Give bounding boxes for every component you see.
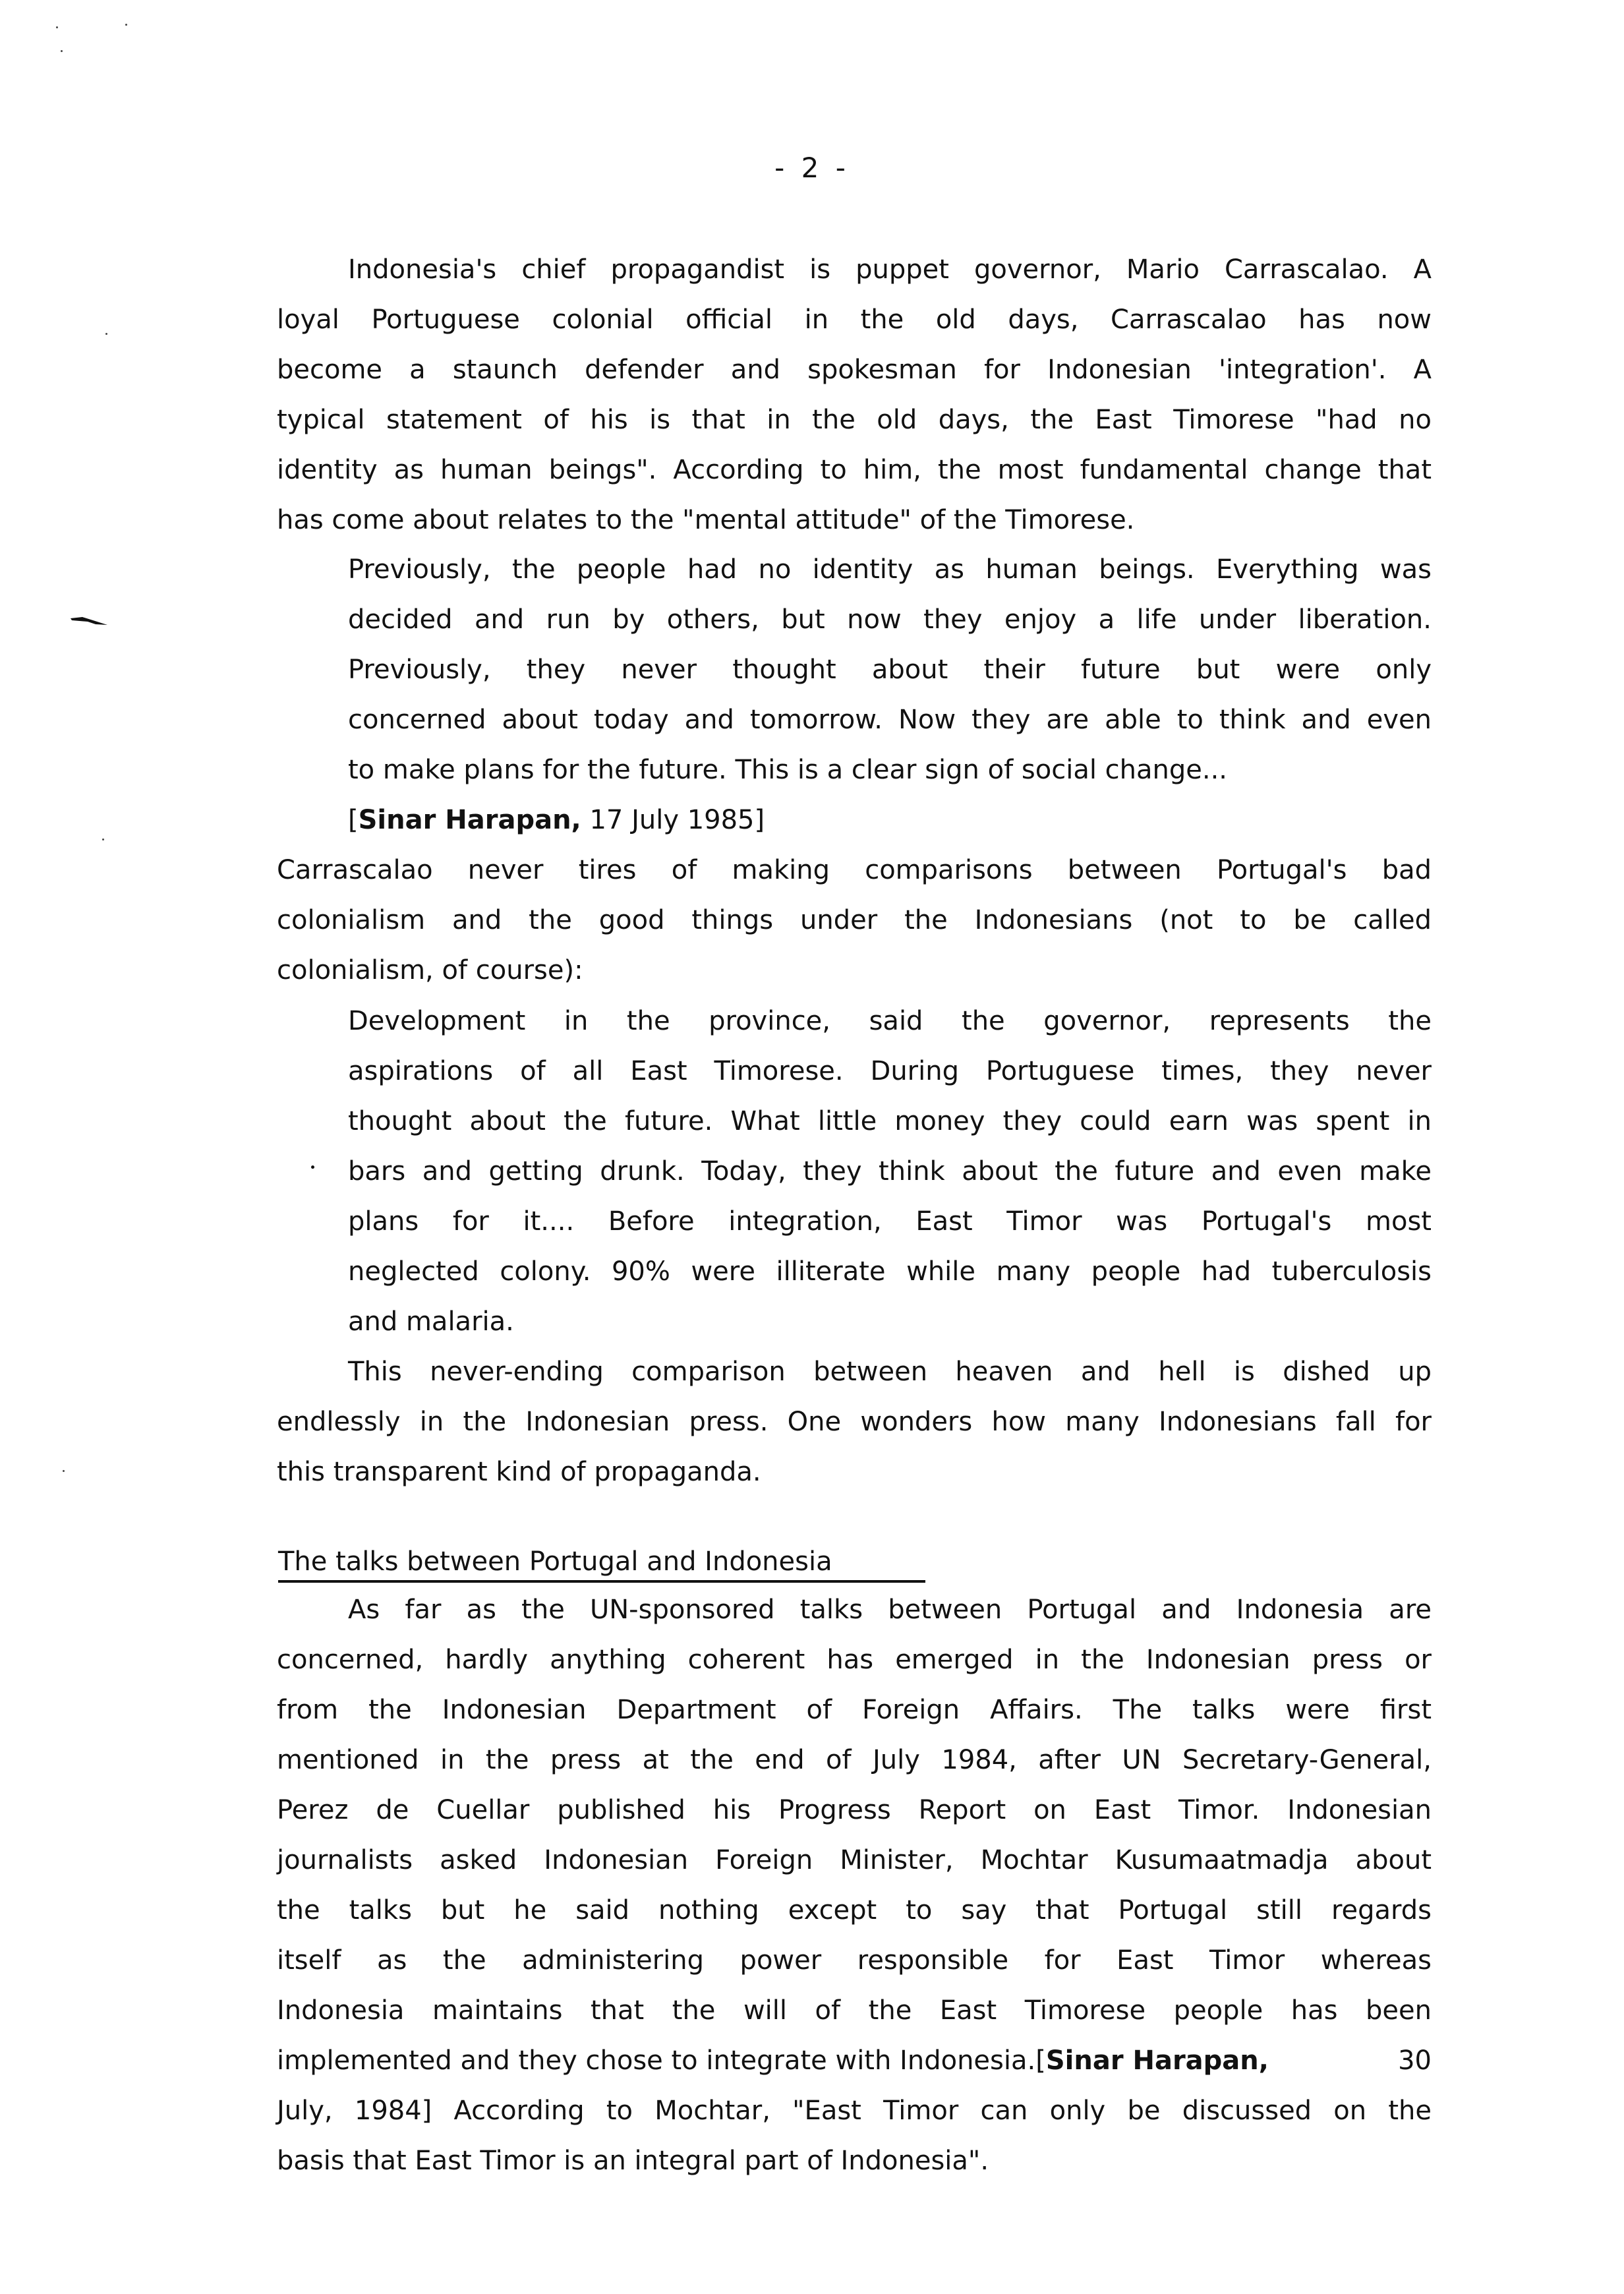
- text-line: Indonesia maintains that the will of the East Timorese people has been: [277, 1995, 1432, 2026]
- bullet-dot: [311, 1165, 314, 1169]
- text-line: itself as the administering power responsible for East Timor whereas: [277, 1945, 1432, 1976]
- margin-arrow-icon: [69, 616, 109, 626]
- quote-line: Previously, the people had no identity as human beings. Everything was: [348, 554, 1432, 585]
- text-pre: implemented and they chose to integrate with Indonesia.[: [277, 2045, 1046, 2076]
- source-name: Sinar Harapan,: [1045, 2045, 1269, 2076]
- text-line: identity as human beings". According to him, the most fundamental change that: [277, 455, 1432, 485]
- text-line-citation: [277, 2045, 1432, 2076]
- margin-speck: [56, 26, 58, 28]
- text-line: the talks but he said nothing except to say that Portugal still regards: [277, 1895, 1432, 1926]
- text-line: basis that East Timor is an integral part of Indonesia".: [277, 2146, 989, 2176]
- text-line: loyal Portuguese colonial official in the old days, Carrascalao has now: [277, 305, 1432, 335]
- text-line: July, 1984] According to Mochtar, "East Timor can only be discussed on the: [277, 2096, 1432, 2126]
- text-line: typical statement of his is that in the old days, the East Timorese "had no: [277, 405, 1432, 435]
- text-post: 30: [1398, 2045, 1432, 2076]
- text-line: colonialism and the good things under the Indonesians (not to be called: [277, 905, 1432, 935]
- section-heading: The talks between Portugal and Indonesia: [278, 1546, 925, 1583]
- text-fragment: [277, 2045, 1269, 2076]
- quote-line: neglected colony. 90% were illiterate while many people had tuberculosis: [348, 1256, 1432, 1287]
- text-line: from the Indonesian Department of Foreign Affairs. The talks were first: [277, 1695, 1432, 1725]
- quote-line: to make plans for the future. This is a clear sign of social change...: [348, 755, 1228, 785]
- source-date: 17 July 1985]: [581, 805, 765, 835]
- text-line: colonialism, of course):: [277, 955, 583, 985]
- text-line: mentioned in the press at the end of July 1984, after UN Secretary-General,: [277, 1745, 1432, 1775]
- text-line: Indonesia's chief propagandist is puppet governor, Mario Carrascalao. A: [348, 254, 1432, 285]
- bracket-open: [: [348, 805, 359, 835]
- page-number: - 2 -: [774, 152, 850, 184]
- margin-speck: [63, 1470, 65, 1472]
- quote-line: thought about the future. What little money they could earn was spent in: [348, 1106, 1432, 1136]
- text-line: endlessly in the Indonesian press. One wonders how many Indonesians fall for: [277, 1407, 1432, 1437]
- quote-line: bars and getting drunk. Today, they think about the future and even make: [348, 1156, 1432, 1187]
- text-line: Carrascalao never tires of making comparisons between Portugal's bad: [277, 855, 1432, 885]
- quote-line: concerned about today and tomorrow. Now they are able to think and even: [348, 705, 1432, 735]
- margin-speck: [125, 24, 127, 26]
- text-line: This never-ending comparison between heaven and hell is dished up: [348, 1357, 1432, 1387]
- margin-speck: [105, 333, 107, 335]
- text-line: become a staunch defender and spokesman for Indonesian 'integration'. A: [277, 355, 1432, 385]
- source-name: Sinar Harapan,: [358, 805, 581, 835]
- quote-source: [348, 804, 1432, 836]
- text-line: journalists asked Indonesian Foreign Minister, Mochtar Kusumaatmadja about: [277, 1845, 1432, 1875]
- quote-line: plans for it.... Before integration, East Timor was Portugal's most: [348, 1206, 1432, 1237]
- text-line: As far as the UN-sponsored talks between Portugal and Indonesia are: [348, 1595, 1432, 1625]
- text-line: has come about relates to the "mental attitude" of the Timorese.: [277, 505, 1135, 535]
- margin-speck: [102, 838, 104, 840]
- quote-line: and malaria.: [348, 1307, 514, 1337]
- quote-line: decided and run by others, but now they enjoy a life under liberation.: [348, 604, 1432, 635]
- quote-line: Development in the province, said the governor, represents the: [348, 1006, 1432, 1036]
- text-line: Perez de Cuellar published his Progress Report on East Timor. Indonesian: [277, 1795, 1432, 1825]
- quote-line: aspirations of all East Timorese. During Portuguese times, they never: [348, 1056, 1432, 1086]
- text-line: concerned, hardly anything coherent has emerged in the Indonesian press or: [277, 1645, 1432, 1675]
- margin-speck: [61, 50, 63, 52]
- text-line: this transparent kind of propaganda.: [277, 1457, 761, 1487]
- quote-line: Previously, they never thought about their future but were only: [348, 655, 1432, 685]
